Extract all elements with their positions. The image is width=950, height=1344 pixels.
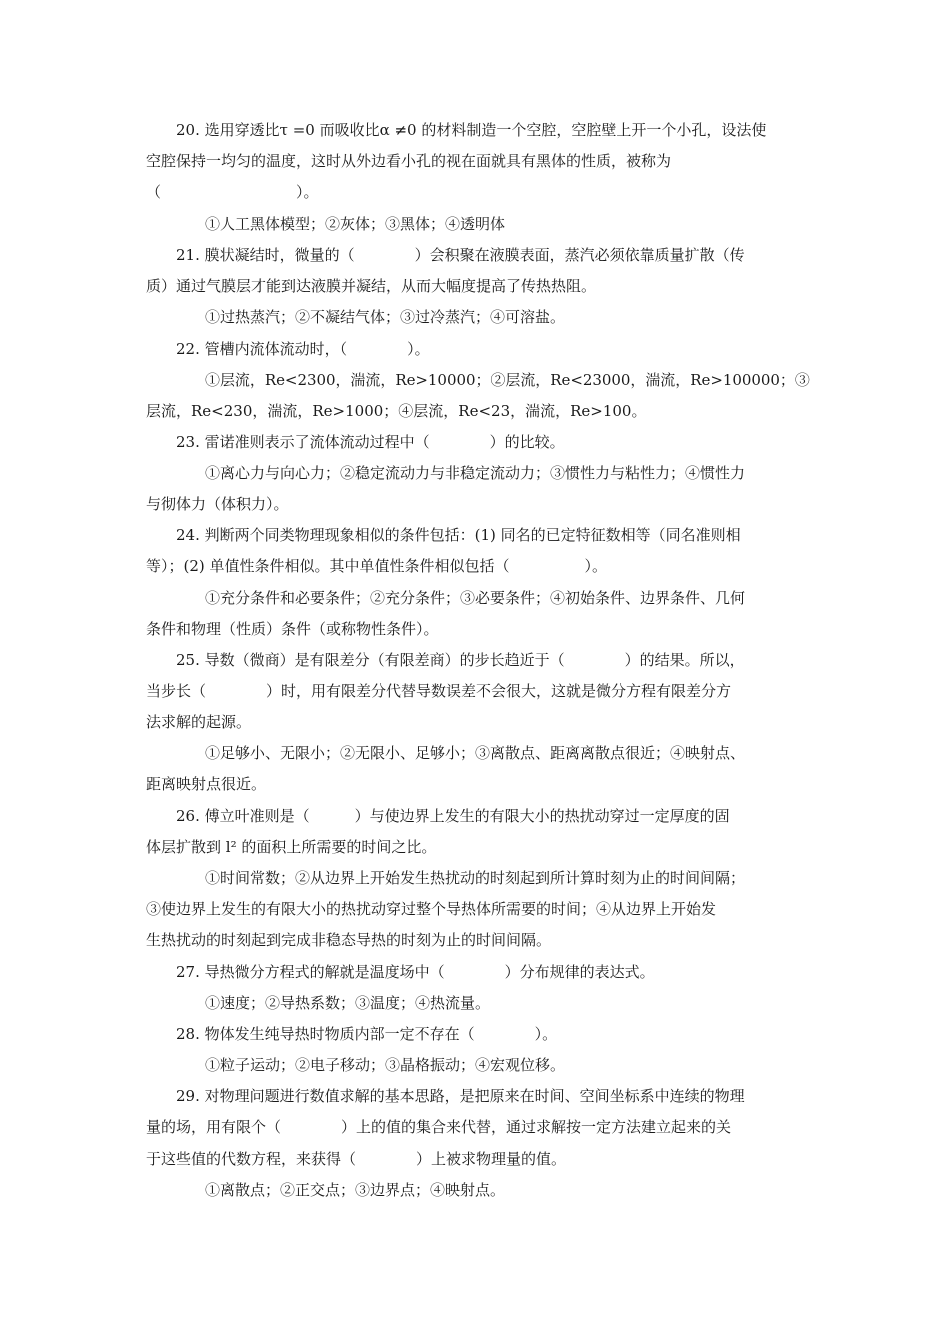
question-27-options: ①速度；②导热系数；③温度；④热流量。 bbox=[205, 994, 491, 1012]
question-26-options-2: ③使边界上发生的有限大小的热扰动穿过整个导热体所需要的时间；④从边界上开始发 bbox=[146, 900, 717, 918]
question-28-options: ①粒子运动；②电子移动；③晶格振动；④宏观位移。 bbox=[205, 1056, 566, 1074]
question-25-line-3: 法求解的起源。 bbox=[146, 713, 252, 731]
question-25-options-2: 距离映射点很近。 bbox=[146, 775, 267, 793]
question-26-line-1: 26. 傅立叶准则是（ ）与使边界上发生的有限大小的热扰动穿过一定厚度的固 bbox=[176, 807, 730, 825]
question-25-line-1: 25. 导数（微商）是有限差分（有限差商）的步长趋近于（ ）的结果。所以， bbox=[176, 651, 745, 669]
question-24-options-1: ①充分条件和必要条件；②充分条件；③必要条件；④初始条件、边界条件、几何 bbox=[205, 589, 746, 607]
question-23-line-1: 23. 雷诺准则表示了流体流动过程中（ ）的比较。 bbox=[176, 433, 565, 451]
question-23-options-2: 与彻体力（体积力）。 bbox=[146, 495, 289, 513]
question-24-line-1: 24. 判断两个同类物理现象相似的条件包括：(1) 同名的已定特征数相等（同名准则相 bbox=[176, 526, 741, 544]
question-26-options-1: ①时间常数；②从边界上开始发生热扰动的时刻起到所计算时刻为止的时间间隔； bbox=[205, 869, 746, 887]
question-21-line-2: 质）通过气膜层才能到达液膜并凝结，从而大幅度提高了传热热阻。 bbox=[146, 277, 597, 295]
question-20-line-3: （ ）。 bbox=[146, 183, 319, 201]
question-29-line-1: 29. 对物理问题进行数值求解的基本思路，是把原来在时间、空间坐标系中连续的物理 bbox=[176, 1087, 745, 1105]
question-20-options: ①人工黑体模型；②灰体；③黑体；④透明体 bbox=[205, 215, 506, 233]
question-22-options-1: ①层流，Re<2300，湍流，Re>10000；②层流，Re<23000，湍流，Re>100000；③ bbox=[205, 371, 810, 389]
question-25-options-1: ①足够小、无限小；②无限小、足够小；③离散点、距离离散点很近；④映射点、 bbox=[205, 744, 746, 762]
question-21-options: ①过热蒸汽；②不凝结气体；③过冷蒸汽；④可溶盐。 bbox=[205, 308, 566, 326]
question-27-line-1: 27. 导热微分方程式的解就是温度场中（ ）分布规律的表达式。 bbox=[176, 963, 655, 981]
question-22-line-1: 22. 管槽内流体流动时，（ ）。 bbox=[176, 340, 430, 358]
question-26-line-2: 体层扩散到 l² 的面积上所需要的时间之比。 bbox=[146, 838, 437, 856]
question-24-options-2: 条件和物理（性质）条件（或称物性条件）。 bbox=[146, 620, 439, 638]
question-28-line-1: 28. 物体发生纯导热时物质内部一定不存在（ ）。 bbox=[176, 1025, 558, 1043]
question-29-line-2: 量的场，用有限个（ ）上的值的集合来代替，通过求解按一定方法建立起来的关 bbox=[146, 1118, 732, 1136]
question-25-line-2: 当步长（ ）时，用有限差分代替导数误差不会很大，这就是微分方程有限差分方 bbox=[146, 682, 732, 700]
question-29-line-3: 于这些值的代数方程，来获得（ ）上被求物理量的值。 bbox=[146, 1150, 567, 1168]
question-22-options-2: 层流，Re<230，湍流，Re>1000；④层流，Re<23，湍流，Re>100。 bbox=[146, 402, 647, 420]
question-29-options: ①离散点；②正交点；③边界点；④映射点。 bbox=[205, 1181, 506, 1199]
question-21-line-1: 21. 膜状凝结时，微量的（ ）会积聚在液膜表面，蒸汽必须依靠质量扩散（传 bbox=[176, 246, 745, 264]
question-20-line-2: 空腔保持一均匀的温度，这时从外边看小孔的视在面就具有黑体的性质，被称为 bbox=[146, 152, 672, 170]
question-26-options-3: 生热扰动的时刻起到完成非稳态导热的时刻为止的时间间隔。 bbox=[146, 931, 552, 949]
question-24-line-2: 等）；(2) 单值性条件相似。其中单值性条件相似包括（ ）。 bbox=[146, 557, 608, 575]
question-23-options-1: ①离心力与向心力；②稳定流动力与非稳定流动力；③惯性力与粘性力；④惯性力 bbox=[205, 464, 746, 482]
question-20-line-1: 20. 选用穿透比τ =0 而吸收比α ≠0 的材料制造一个空腔，空腔壁上开一个小孔，设法使 bbox=[176, 121, 767, 139]
